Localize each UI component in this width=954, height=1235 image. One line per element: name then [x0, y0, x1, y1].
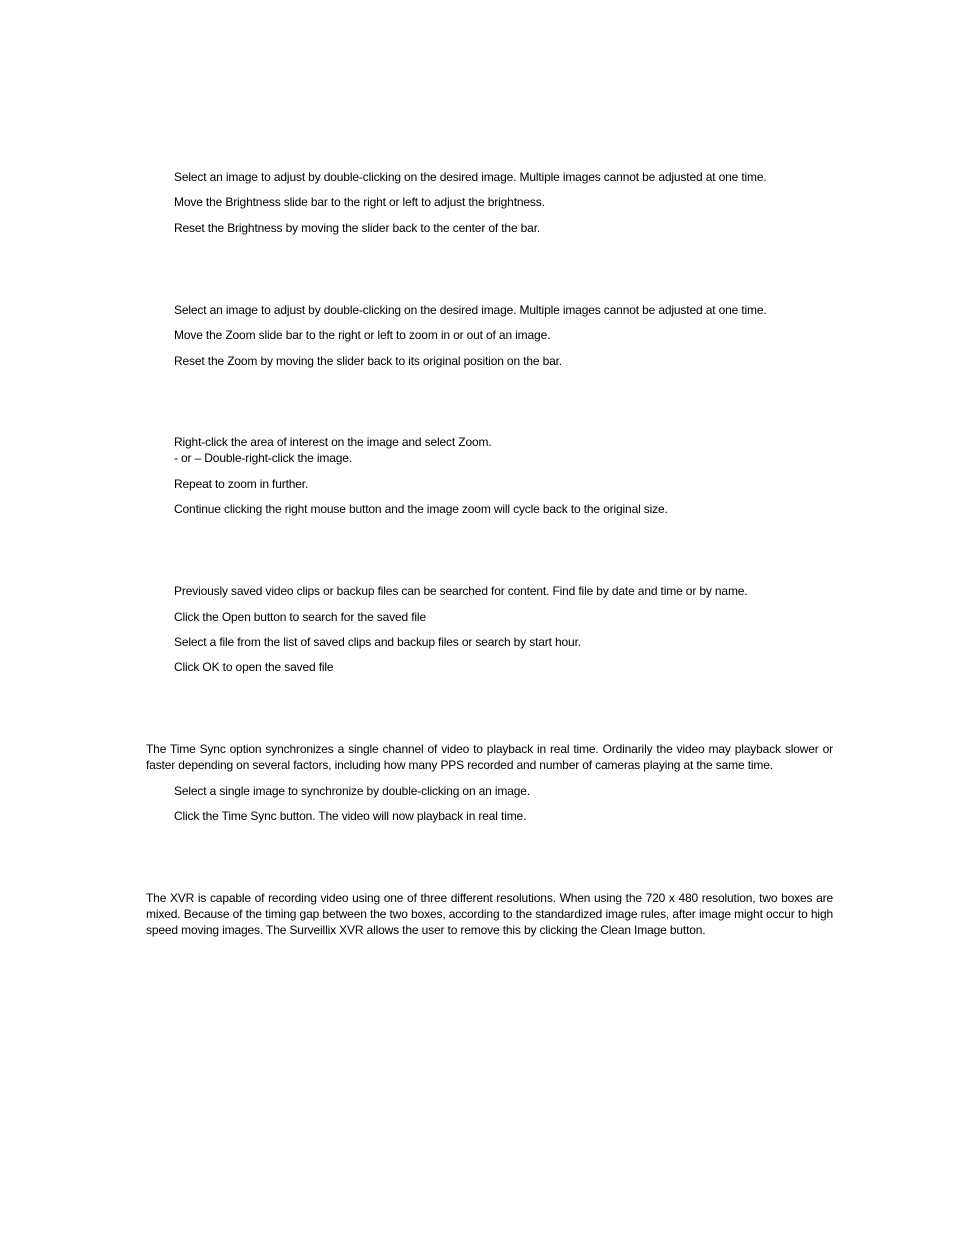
brightness-step-1: Select an image to adjust by double-clicking on the desired image. Multiple images cannot be adjusted at one time. [174, 170, 767, 184]
zoom-slider-step-3: Reset the Zoom by moving the slider back to its original position on the bar. [174, 354, 562, 368]
clean-image-paragraph-line-2: mixed. Because of the timing gap between the two boxes, according to the standardized image rules, after image might occur to high [146, 907, 833, 921]
right-click-zoom-step-1: Right-click the area of interest on the image and select Zoom. [174, 435, 492, 449]
clean-image-paragraph-line-1: The XVR is capable of recording video using one of three different resolutions. When using the 720 x 480 resolution, two boxes are [146, 891, 833, 905]
open-file-step-4: Click OK to open the saved file [174, 660, 334, 674]
open-file-step-1: Previously saved video clips or backup files can be searched for content. Find file by date and time or by name. [174, 584, 748, 598]
time-sync-paragraph-line-1: The Time Sync option synchronizes a single channel of video to playback in real time. Ordinarily the video may playback slower or [146, 742, 833, 756]
time-sync-paragraph [146, 741, 833, 773]
right-click-zoom-step-1-alt: - or – Double-right-click the image. [174, 451, 353, 465]
brightness-step-2: Move the Brightness slide bar to the right or left to adjust the brightness. [174, 195, 545, 209]
time-sync-paragraph-line-2: faster depending on several factors, including how many PPS recorded and number of cameras playing at the same time. [146, 758, 773, 772]
open-file-step-2: Click the Open button to search for the saved file [174, 610, 426, 624]
right-click-zoom-step-3: Continue clicking the right mouse button and the image zoom will cycle back to the original size. [174, 502, 668, 516]
right-click-zoom-step-2: Repeat to zoom in further. [174, 477, 309, 491]
clean-image-paragraph-line-3: speed moving images. The Surveillix XVR allows the user to remove this by clicking the Clean Image button. [146, 923, 706, 937]
zoom-slider-step-1: Select an image to adjust by double-clicking on the desired image. Multiple images cannot be adjusted at one time. [174, 303, 767, 317]
zoom-slider-step-2: Move the Zoom slide bar to the right or left to zoom in or out of an image. [174, 328, 551, 342]
clean-image-paragraph [146, 890, 833, 938]
open-file-step-3: Select a file from the list of saved clips and backup files or search by start hour. [174, 635, 581, 649]
time-sync-step-2: Click the Time Sync button. The video will now playback in real time. [174, 809, 527, 823]
brightness-step-3: Reset the Brightness by moving the slider back to the center of the bar. [174, 221, 541, 235]
time-sync-step-1: Select a single image to synchronize by double-clicking on an image. [174, 784, 531, 798]
